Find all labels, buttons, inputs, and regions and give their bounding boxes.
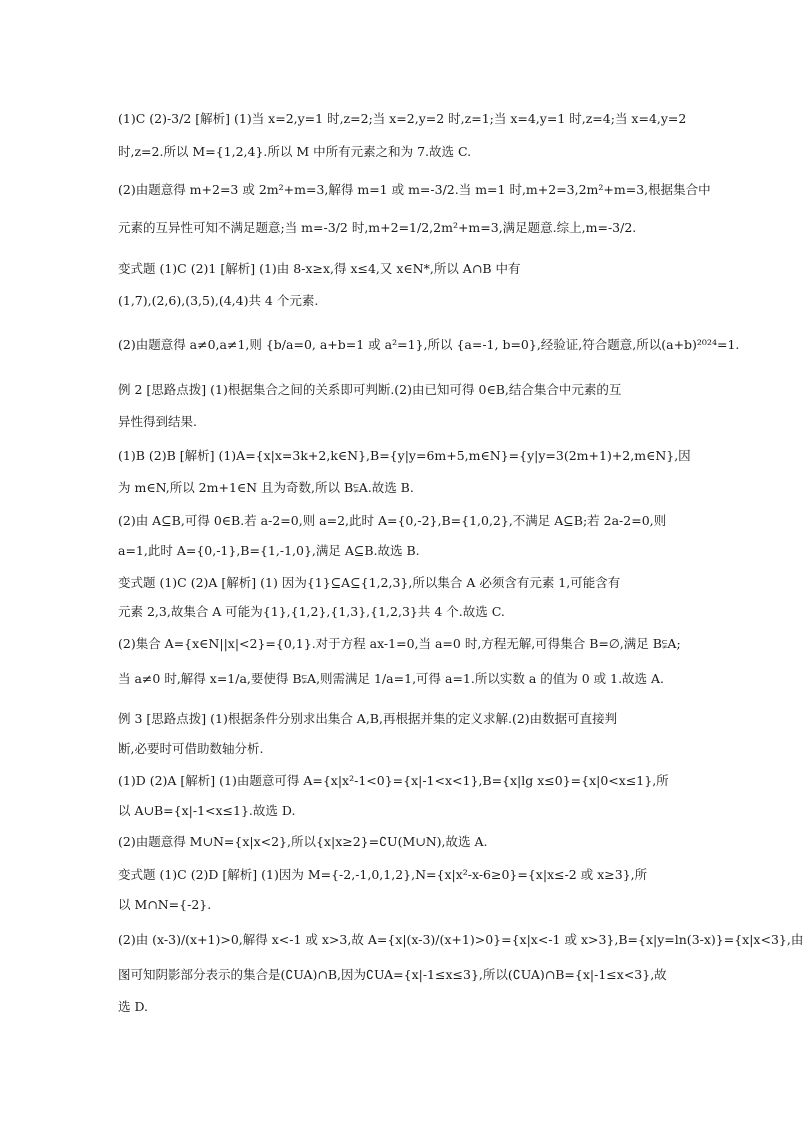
text-line: (2)集合 A={x∈N||x|<2}={0,1}.对于方程 ax-1=0,当 a=0 时,方程无解,可得集合 B=∅,满足 B⫋A;	[118, 636, 681, 651]
text-line: (1)D (2)A [解析] (1)由题意可得 A={x|x²-1<0}={x|-1<x<1},B={x|lg x≤0}={x|0<x≤1},所	[118, 773, 669, 788]
text-line: 例 3 [思路点拨] (1)根据条件分别求出集合 A,B,再根据并集的定义求解.(2)由数据可直接判	[118, 711, 618, 726]
text-line: 图可知阴影部分表示的集合是(∁UA)∩B,因为∁UA={x|-1≤x≤3},所以(∁UA)∩B={x|-1≤x<3},故	[118, 967, 667, 982]
text-line: 变式题 (1)C (2)D [解析] (1)因为 M={-2,-1,0,1,2},N={x|x²-x-6≥0}={x|x≤-2 或 x≥3},所	[118, 867, 648, 882]
text-line: 选 D.	[118, 999, 149, 1014]
text-line: 例 2 [思路点拨] (1)根据集合之间的关系即可判断.(2)由已知可得 0∈B,结合集合中元素的互	[118, 382, 622, 397]
text-line: 以 A∪B={x|-1<x≤1}.故选 D.	[118, 803, 296, 818]
text-line: 断,必要时可借助数轴分析.	[118, 741, 264, 756]
text-line: (2)由 (x-3)/(x+1)>0,解得 x<-1 或 x>3,故 A={x|(x-3)/(x+1)>0}={x|x<-1 或 x>3},B={x|y=ln(3-x)}={x|x<3},由	[118, 932, 803, 947]
text-line: 以 M∩N={-2}.	[118, 897, 212, 912]
text-line: (2)由题意得 M∪N={x|x<2},所以{x|x≥2}=∁U(M∪N),故选 A.	[118, 834, 488, 849]
text-line: 当 a≠0 时,解得 x=1/a,要使得 B⫋A,则需满足 1/a=1,可得 a=1.所以实数 a 的值为 0 或 1.故选 A.	[118, 671, 665, 686]
text-line: 时,z=2.所以 M={1,2,4}.所以 M 中所有元素之和为 7.故选 C.	[118, 144, 472, 159]
text-line: 变式题 (1)C (2)1 [解析] (1)由 8-x≥x,得 x≤4,又 x∈N*,所以 A∩B 中有	[118, 261, 521, 276]
text-line: (1)C (2)-3/2 [解析] (1)当 x=2,y=1 时,z=2;当 x=2,y=2 时,z=1;当 x=4,y=1 时,z=4;当 x=4,y=2	[118, 111, 687, 126]
text-line: 变式题 (1)C (2)A [解析] (1) 因为{1}⊆A⊆{1,2,3},所以集合 A 必须含有元素 1,可能含有	[118, 575, 621, 590]
text-line: (1)B (2)B [解析] (1)A={x|x=3k+2,k∈N},B={y|y=6m+5,m∈N}={y|y=3(2m+1)+2,m∈N},因	[118, 448, 691, 463]
text-line: 异性得到结果.	[118, 414, 197, 429]
text-line: (1,7),(2,6),(3,5),(4,4)共 4 个元素.	[118, 293, 319, 308]
text-line: 元素 2,3,故集合 A 可能为{1},{1,2},{1,3},{1,2,3}共 4 个.故选 C.	[118, 604, 505, 619]
text-line: (2)由题意得 m+2=3 或 2m²+m=3,解得 m=1 或 m=-3/2.当 m=1 时,m+2=3,2m²+m=3,根据集合中	[118, 182, 711, 197]
text-line: 为 m∈N,所以 2m+1∈N 且为奇数,所以 B⫋A.故选 B.	[118, 480, 414, 495]
text-line: a=1,此时 A={0,-1},B={1,-1,0},满足 A⊆B.故选 B.	[118, 543, 420, 558]
text-line: 元素的互异性可知不满足题意;当 m=-3/2 时,m+2=1/2,2m²+m=3,满足题意.综上,m=-3/2.	[118, 220, 637, 235]
text-line: (2)由 A⊆B,可得 0∈B.若 a-2=0,则 a=2,此时 A={0,-2},B={1,0,2},不满足 A⊆B;若 2a-2=0,则	[118, 513, 667, 528]
text-line: (2)由题意得 a≠0,a≠1,则 {b/a=0, a+b=1 或 a²=1},所以 {a=-1, b=0},经验证,符合题意,所以(a+b)²⁰²⁴=1.	[118, 337, 740, 352]
